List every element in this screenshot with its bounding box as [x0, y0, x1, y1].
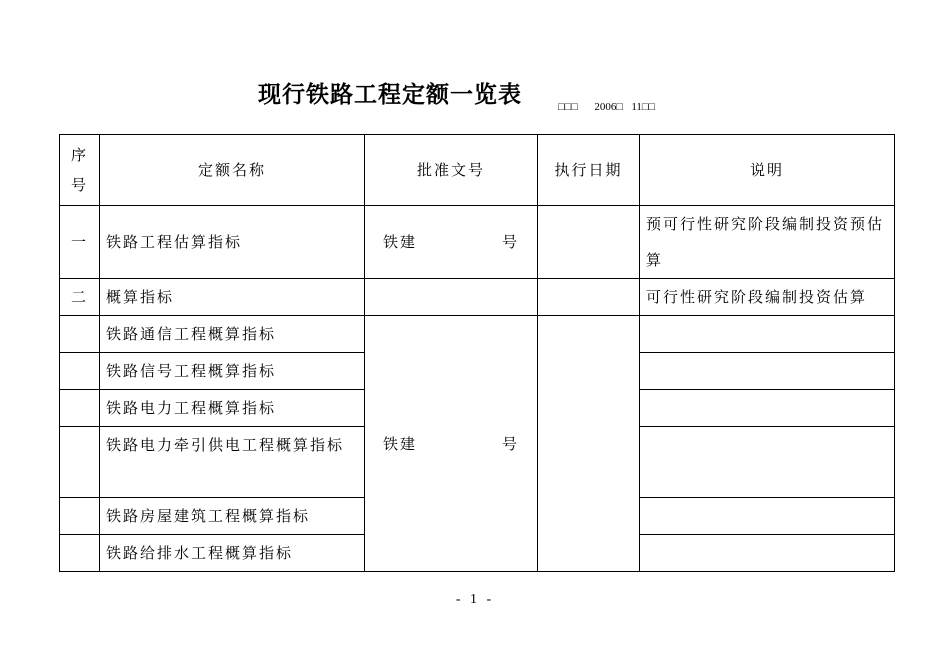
row-seq: [60, 390, 100, 427]
header-seq: 序号: [60, 135, 100, 206]
row-note: [640, 390, 895, 427]
approval-suffix: 号: [501, 233, 519, 251]
row-seq: [60, 353, 100, 390]
row-note: [640, 353, 895, 390]
page-number: - 1 -: [455, 592, 495, 607]
table-header-row: [60, 135, 895, 206]
document-title: 现行铁路工程定额一览表: [258, 82, 522, 108]
header-name: 定额名称: [100, 135, 365, 206]
merged-approval: [365, 316, 538, 572]
header-date: 执行日期: [538, 135, 640, 206]
row-date: [538, 206, 640, 279]
merged-date: [538, 316, 640, 572]
table-row: [60, 279, 895, 316]
row-seq: [60, 427, 100, 498]
approval-prefix: 铁建: [383, 434, 418, 453]
table-row: [60, 316, 895, 353]
quota-table: [59, 134, 895, 572]
row-note: 可行性研究阶段编制投资估算: [640, 279, 895, 316]
row-note: [640, 427, 895, 498]
row-approval: [365, 206, 538, 279]
row-seq: 二: [60, 279, 100, 316]
row-name: 铁路通信工程概算指标: [100, 316, 365, 353]
row-approval: [365, 279, 538, 316]
header-approval: 批准文号: [365, 135, 538, 206]
row-name: 铁路电力牵引供电工程概算指标: [100, 427, 365, 498]
row-seq: [60, 316, 100, 353]
approval-suffix: 号: [501, 434, 519, 453]
execution-date-note: □□□ 2006□ 11□□: [558, 101, 656, 113]
row-name: 概算指标: [100, 279, 365, 316]
row-name: 铁路信号工程概算指标: [100, 353, 365, 390]
row-name: 铁路电力工程概算指标: [100, 390, 365, 427]
row-name: 铁路给排水工程概算指标: [100, 535, 365, 572]
row-note: [640, 535, 895, 572]
row-note: [640, 498, 895, 535]
approval-prefix: 铁建: [383, 233, 418, 251]
row-note: 预可行性研究阶段编制投资预估算: [640, 206, 895, 279]
row-seq: 一: [60, 206, 100, 279]
row-seq: [60, 498, 100, 535]
row-note: [640, 316, 895, 353]
row-date: [538, 279, 640, 316]
header-note: 说明: [640, 135, 895, 206]
row-name: 铁路房屋建筑工程概算指标: [100, 498, 365, 535]
row-name: 铁路工程估算指标: [100, 206, 365, 279]
row-seq: [60, 535, 100, 572]
table-row: [60, 206, 895, 279]
